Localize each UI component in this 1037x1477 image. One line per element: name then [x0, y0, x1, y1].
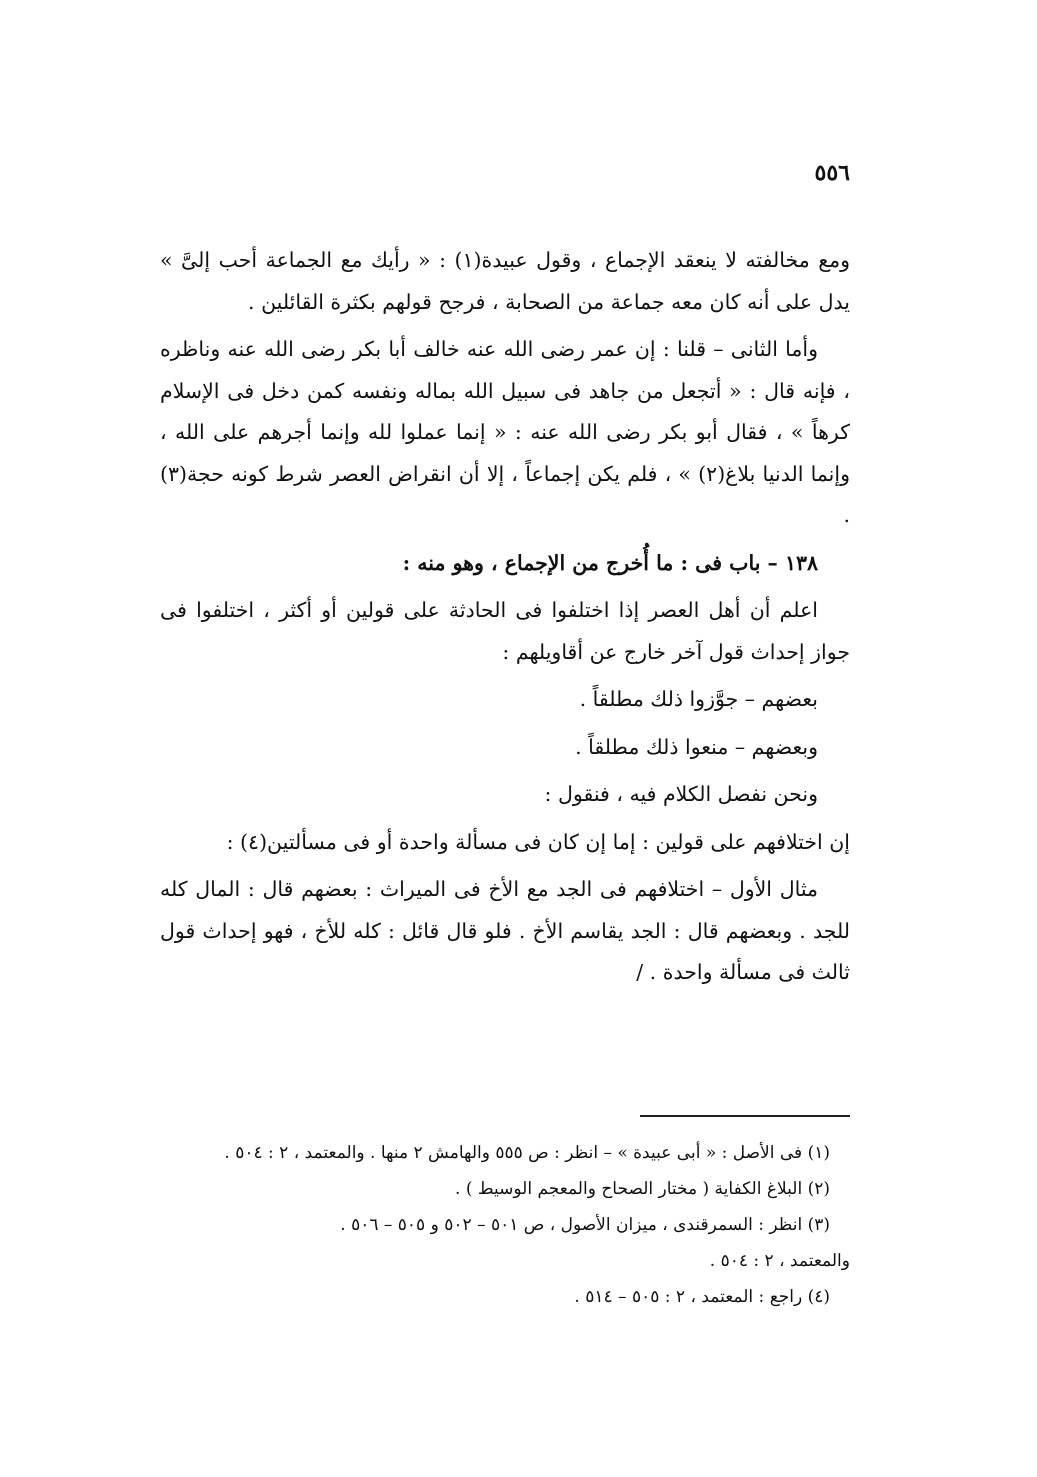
footnote-3: (٣) انظر : السمرقندى ، ميزان الأصول ، ص ٥٠١ – ٥٠٢ و ٥٠٥ – ٥٠٦ . [340, 1215, 830, 1235]
footnote-4: (٤) راجع : المعتمد ، ٢ : ٥٠٥ – ٥١٤ . [574, 1287, 830, 1307]
opinion-item-3: ونحن نفصل الكلام فيه ، فنقول : [544, 782, 818, 806]
page-number: ٥٥٦ [814, 160, 850, 186]
footnote-3-continuation: والمعتمد ، ٢ : ٥٠٤ . [709, 1251, 850, 1271]
footnote-2: (٢) البلاغ الكفاية ( مختار الصحاح والمعجم الوسيط ) . [455, 1179, 830, 1199]
section-heading: ١٣٨ – باب فى : ما أُخرج من الإجماع ، وهو منه : [402, 550, 818, 575]
opinion-item-1: بعضهم – جوَّزوا ذلك مطلقاً . [579, 687, 818, 711]
paragraph-example: مثال الأول – اختلافهم فى الجد مع الأخ فى الميراث : بعضهم قال : المال كله للجد . وبعضهم قال : الجد يقاسم الأخ . فلو قال قائل : كله للأخ ، فهو إحداث قول ثالث فى مسألة واحدة . / [160, 877, 850, 984]
paragraph-second-response: وأما الثانى – قلنا : إن عمر رضى الله عنه خالف أبا بكر رضى الله عنه وناظره ، فإنه قال : « أتجعل من جاهد فى سبيل الله بماله ونفسه كمن دخل فى الإسلام كرهاً » ، فقال أبو بكر رضى الله عنه : « إنما عملوا لله وإنما أجرهم على الله ، وإنما الدنيا بلاغ(٢) » ، فلم يكن إجماعاً ، إلا أن انقراض العصر شرط كونه حجة(٣) . [160, 337, 850, 527]
opinion-item-2: وبعضهم – منعوا ذلك مطلقاً . [575, 734, 818, 759]
footnote-separator [640, 1115, 850, 1117]
paragraph-intro: اعلم أن أهل العصر إذا اختلفوا فى الحادثة على قولين أو أكثر ، اختلفوا فى جواز إحداث قول آخر خارج عن أقاويلهم : [160, 598, 850, 664]
main-text [160, 240, 850, 1000]
footnote-1: (١) فى الأصل : « أبى عبيدة » – انظر : ص ٥٥٥ والهامش ٢ منها . والمعتمد ، ٢ : ٥٠٤ . [224, 1143, 830, 1163]
paragraph-continuation: ومع مخالفته لا ينعقد الإجماع ، وقول عبيدة(١) : « رأيك مع الجماعة أحب إلىَّ » يدل على أنه كان معه جماعة من الصحابة ، فرجح قولهم بكثرة القائلين . [160, 248, 850, 314]
paragraph-division: إن اختلافهم على قولين : إما إن كان فى مسألة واحدة أو فى مسألتين(٤) : [226, 829, 850, 854]
footnotes [160, 1135, 850, 1315]
